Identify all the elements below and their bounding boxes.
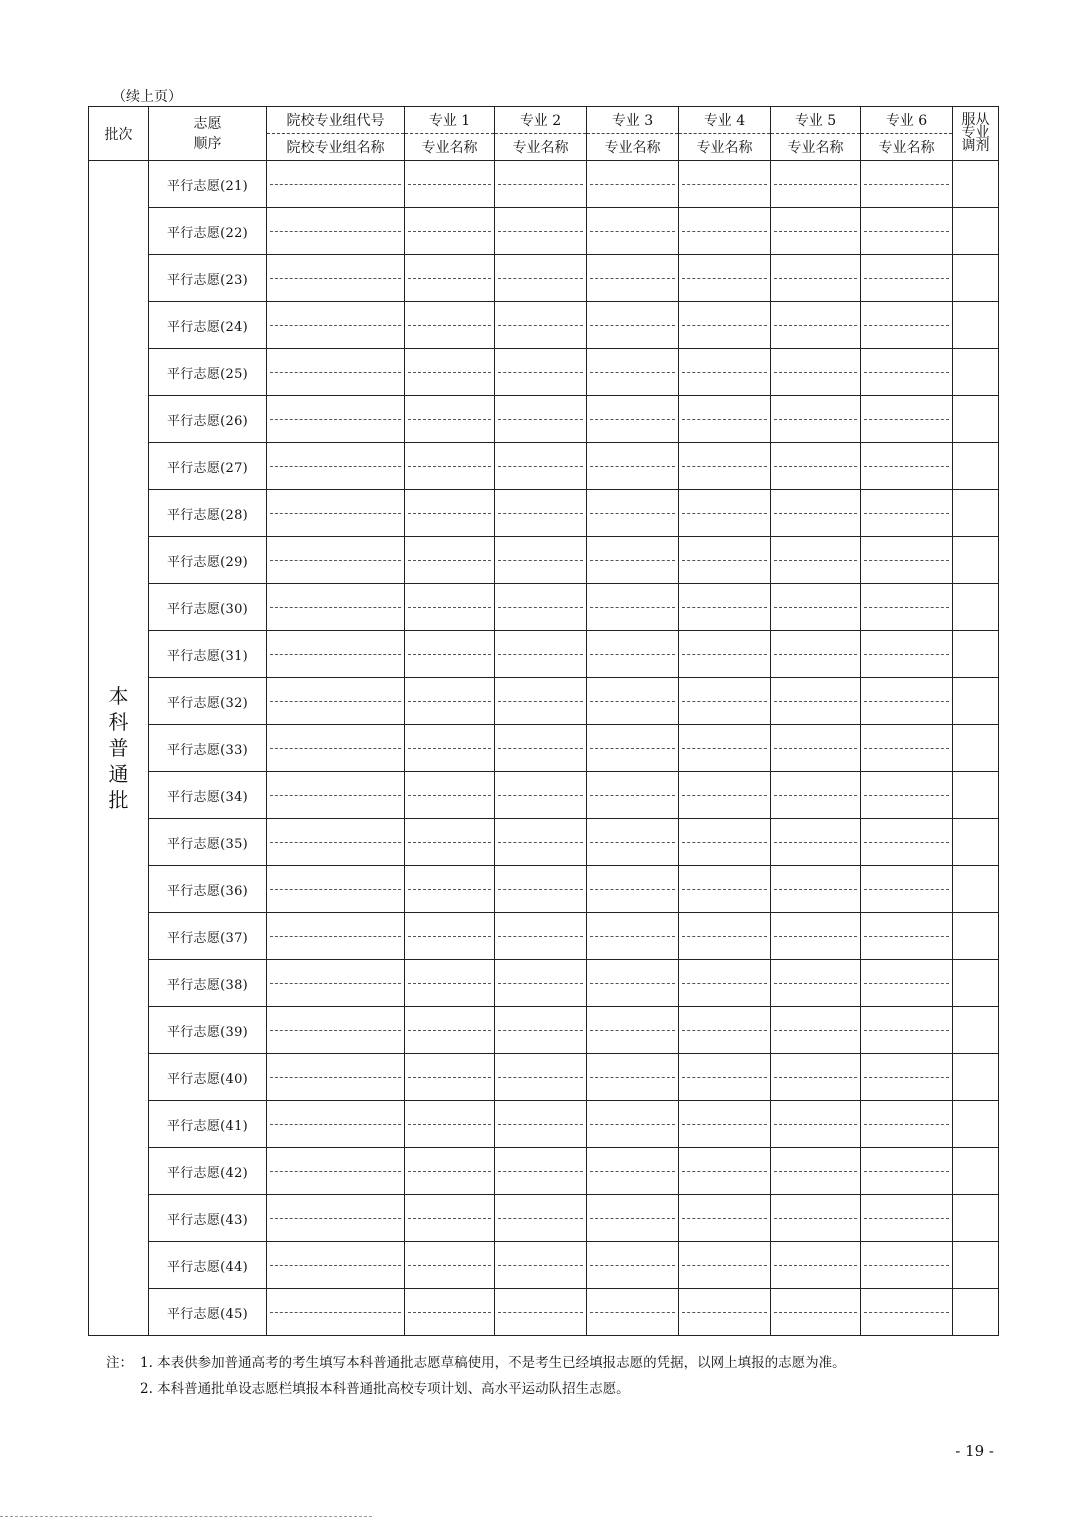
slot-major-1[interactable] (405, 302, 495, 349)
adjust-checkbox-cell[interactable] (953, 255, 999, 302)
slot-major-3[interactable] (587, 1195, 679, 1242)
batch-name-char: 通 (108, 762, 129, 786)
table-row (89, 631, 999, 678)
slot-major-5[interactable] (771, 772, 861, 819)
note-1 (106, 1350, 846, 1376)
slot-group[interactable] (267, 819, 405, 866)
table-row (89, 1148, 999, 1195)
adjust-checkbox-cell[interactable] (953, 678, 999, 725)
slot-group[interactable] (267, 1242, 405, 1289)
slot-major-2[interactable] (495, 1101, 587, 1148)
header-major-3: 专业 3 (587, 107, 679, 134)
slot-major-4[interactable] (679, 772, 771, 819)
note-2 (106, 1376, 846, 1402)
slot-major-1[interactable] (405, 678, 495, 725)
batch-name-char: 普 (108, 736, 129, 760)
slot-group[interactable] (267, 1195, 405, 1242)
slot-major-2[interactable] (495, 490, 587, 537)
header-order (149, 107, 267, 161)
note-2-text: 2. 本科普通批单设志愿栏填报本科普通批高校专项计划、高水平运动队招生志愿。 (140, 1381, 630, 1397)
slot-major-6[interactable] (861, 349, 953, 396)
order-label: 平行志愿(31) (149, 631, 267, 678)
adjust-checkbox-cell[interactable] (953, 208, 999, 255)
slot-major-3[interactable] (587, 913, 679, 960)
slot-major-6[interactable] (861, 1242, 953, 1289)
table-row (89, 396, 999, 443)
order-label: 平行志愿(32) (149, 678, 267, 725)
order-label: 平行志愿(44) (149, 1242, 267, 1289)
adjust-checkbox-cell[interactable] (953, 396, 999, 443)
slot-major-3[interactable] (587, 584, 679, 631)
adjust-checkbox-cell[interactable] (953, 1289, 999, 1336)
slot-major-3[interactable] (587, 725, 679, 772)
table-row (89, 1054, 999, 1101)
header-major-4: 专业 4 (679, 107, 771, 134)
adjust-checkbox-cell[interactable] (953, 490, 999, 537)
slot-major-4[interactable] (679, 1148, 771, 1195)
scan-artifact-line (0, 1516, 372, 1517)
order-label: 平行志愿(26) (149, 396, 267, 443)
slot-major-2[interactable] (495, 1148, 587, 1195)
slot-major-3[interactable] (587, 819, 679, 866)
batch-name (89, 161, 149, 1336)
slot-major-2[interactable] (495, 255, 587, 302)
header-group-code: 院校专业组代号 (267, 107, 405, 134)
slot-major-3[interactable] (587, 631, 679, 678)
order-label: 平行志愿(42) (149, 1148, 267, 1195)
slot-major-2[interactable] (495, 443, 587, 490)
slot-major-6[interactable] (861, 866, 953, 913)
slot-major-4[interactable] (679, 349, 771, 396)
table-row (89, 302, 999, 349)
slot-major-5[interactable] (771, 1054, 861, 1101)
slot-group[interactable] (267, 725, 405, 772)
order-label: 平行志愿(43) (149, 1195, 267, 1242)
adjust-checkbox-cell[interactable] (953, 1101, 999, 1148)
order-label: 平行志愿(45) (149, 1289, 267, 1336)
slot-group[interactable] (267, 678, 405, 725)
order-label: 平行志愿(36) (149, 866, 267, 913)
slot-group[interactable] (267, 349, 405, 396)
slot-group[interactable] (267, 584, 405, 631)
slot-major-6[interactable] (861, 1054, 953, 1101)
table-row (89, 349, 999, 396)
slot-major-2[interactable] (495, 349, 587, 396)
slot-major-5[interactable] (771, 819, 861, 866)
slot-major-4[interactable] (679, 819, 771, 866)
volunteer-form-table (88, 106, 999, 1336)
order-label: 平行志愿(33) (149, 725, 267, 772)
slot-major-6[interactable] (861, 1289, 953, 1336)
page-number: - 19 - (955, 1442, 994, 1460)
slot-major-4[interactable] (679, 1242, 771, 1289)
slot-major-5[interactable] (771, 537, 861, 584)
header-major-name-3: 专业名称 (587, 134, 679, 161)
slot-major-5[interactable] (771, 349, 861, 396)
slot-major-2[interactable] (495, 584, 587, 631)
slot-group[interactable] (267, 1148, 405, 1195)
batch-name-char: 本 (108, 684, 129, 708)
slot-major-3[interactable] (587, 1101, 679, 1148)
slot-major-1[interactable] (405, 772, 495, 819)
slot-major-6[interactable] (861, 1148, 953, 1195)
slot-major-6[interactable] (861, 208, 953, 255)
slot-major-3[interactable] (587, 1054, 679, 1101)
header-row-top (89, 107, 999, 134)
order-label: 平行志愿(25) (149, 349, 267, 396)
adjust-checkbox-cell[interactable] (953, 1242, 999, 1289)
slot-major-4[interactable] (679, 1054, 771, 1101)
slot-major-1[interactable] (405, 255, 495, 302)
adjust-checkbox-cell[interactable] (953, 866, 999, 913)
slot-major-3[interactable] (587, 1289, 679, 1336)
slot-major-2[interactable] (495, 1195, 587, 1242)
table-row (89, 725, 999, 772)
slot-group[interactable] (267, 913, 405, 960)
adjust-checkbox-cell[interactable] (953, 960, 999, 1007)
slot-group[interactable] (267, 1007, 405, 1054)
header-adjust (953, 107, 999, 161)
slot-major-5[interactable] (771, 678, 861, 725)
slot-major-6[interactable] (861, 161, 953, 208)
slot-major-4[interactable] (679, 913, 771, 960)
note-1-text: 1. 本表供参加普通高考的考生填写本科普通批志愿草稿使用，不是考生已经填报志愿的凭据，以网上填报的志愿为准。 (140, 1355, 846, 1371)
notes-label: 注： (106, 1355, 133, 1371)
order-label: 平行志愿(39) (149, 1007, 267, 1054)
header-major-name-4: 专业名称 (679, 134, 771, 161)
slot-major-3[interactable] (587, 302, 679, 349)
slot-group[interactable] (267, 772, 405, 819)
slot-major-6[interactable] (861, 819, 953, 866)
slot-major-6[interactable] (861, 255, 953, 302)
slot-major-3[interactable] (587, 1148, 679, 1195)
slot-group[interactable] (267, 1054, 405, 1101)
slot-major-1[interactable] (405, 584, 495, 631)
slot-major-1[interactable] (405, 1101, 495, 1148)
order-label: 平行志愿(23) (149, 255, 267, 302)
slot-major-3[interactable] (587, 396, 679, 443)
table-row (89, 819, 999, 866)
adjust-checkbox-cell[interactable] (953, 1007, 999, 1054)
header-major-1: 专业 1 (405, 107, 495, 134)
slot-major-1[interactable] (405, 537, 495, 584)
slot-major-4[interactable] (679, 1101, 771, 1148)
adjust-checkbox-cell[interactable] (953, 537, 999, 584)
table-row (89, 490, 999, 537)
header-major-name-6: 专业名称 (861, 134, 953, 161)
slot-group[interactable] (267, 302, 405, 349)
header-major-6: 专业 6 (861, 107, 953, 134)
continued-label: （续上页） (112, 89, 182, 105)
table-row (89, 678, 999, 725)
adjust-checkbox-cell[interactable] (953, 913, 999, 960)
slot-major-1[interactable] (405, 725, 495, 772)
slot-major-3[interactable] (587, 537, 679, 584)
adjust-checkbox-cell[interactable] (953, 302, 999, 349)
slot-major-6[interactable] (861, 1007, 953, 1054)
slot-major-1[interactable] (405, 396, 495, 443)
adjust-checkbox-cell[interactable] (953, 772, 999, 819)
order-label: 平行志愿(38) (149, 960, 267, 1007)
slot-major-1[interactable] (405, 1242, 495, 1289)
slot-major-6[interactable] (861, 725, 953, 772)
slot-major-6[interactable] (861, 490, 953, 537)
slot-major-1[interactable] (405, 866, 495, 913)
slot-major-2[interactable] (495, 960, 587, 1007)
order-label: 平行志愿(40) (149, 1054, 267, 1101)
slot-major-6[interactable] (861, 678, 953, 725)
header-adjust-text: 服从 专业 调剂 (961, 112, 990, 154)
slot-major-1[interactable] (405, 1289, 495, 1336)
slot-major-3[interactable] (587, 1007, 679, 1054)
slot-major-5[interactable] (771, 443, 861, 490)
slot-major-2[interactable] (495, 302, 587, 349)
slot-group[interactable] (267, 1289, 405, 1336)
slot-major-3[interactable] (587, 443, 679, 490)
order-label: 平行志愿(34) (149, 772, 267, 819)
adjust-checkbox-cell[interactable] (953, 725, 999, 772)
slot-major-1[interactable] (405, 631, 495, 678)
slot-major-6[interactable] (861, 1101, 953, 1148)
slot-major-1[interactable] (405, 490, 495, 537)
slot-major-2[interactable] (495, 631, 587, 678)
slot-major-4[interactable] (679, 537, 771, 584)
slot-major-2[interactable] (495, 1242, 587, 1289)
slot-major-3[interactable] (587, 490, 679, 537)
order-label: 平行志愿(41) (149, 1101, 267, 1148)
slot-major-1[interactable] (405, 443, 495, 490)
header-batch: 批次 (89, 107, 149, 161)
slot-major-2[interactable] (495, 725, 587, 772)
adjust-checkbox-cell[interactable] (953, 1148, 999, 1195)
slot-major-1[interactable] (405, 960, 495, 1007)
table-row (89, 960, 999, 1007)
slot-major-2[interactable] (495, 772, 587, 819)
form-body (89, 161, 999, 1336)
adjust-checkbox-cell[interactable] (953, 161, 999, 208)
slot-major-3[interactable] (587, 255, 679, 302)
slot-group[interactable] (267, 161, 405, 208)
order-label: 平行志愿(37) (149, 913, 267, 960)
slot-major-4[interactable] (679, 1289, 771, 1336)
slot-major-4[interactable] (679, 631, 771, 678)
order-label: 平行志愿(29) (149, 537, 267, 584)
slot-major-4[interactable] (679, 255, 771, 302)
adjust-checkbox-cell[interactable] (953, 1054, 999, 1101)
slot-major-6[interactable] (861, 537, 953, 584)
table-row (89, 255, 999, 302)
slot-major-3[interactable] (587, 960, 679, 1007)
slot-major-3[interactable] (587, 349, 679, 396)
slot-major-6[interactable] (861, 631, 953, 678)
slot-group[interactable] (267, 443, 405, 490)
header-order-text: 志愿 顺序 (193, 115, 222, 152)
slot-group[interactable] (267, 537, 405, 584)
slot-major-5[interactable] (771, 161, 861, 208)
slot-major-4[interactable] (679, 725, 771, 772)
table-row (89, 443, 999, 490)
slot-major-5[interactable] (771, 584, 861, 631)
slot-major-2[interactable] (495, 537, 587, 584)
table-row (89, 772, 999, 819)
slot-group[interactable] (267, 208, 405, 255)
slot-major-5[interactable] (771, 866, 861, 913)
adjust-checkbox-cell[interactable] (953, 349, 999, 396)
order-label: 平行志愿(30) (149, 584, 267, 631)
slot-major-6[interactable] (861, 960, 953, 1007)
notes (106, 1350, 846, 1402)
order-label: 平行志愿(21) (149, 161, 267, 208)
slot-major-5[interactable] (771, 1007, 861, 1054)
slot-major-5[interactable] (771, 1195, 861, 1242)
slot-group[interactable] (267, 1101, 405, 1148)
table-row (89, 1007, 999, 1054)
table-row (89, 866, 999, 913)
adjust-checkbox-cell[interactable] (953, 1195, 999, 1242)
order-label: 平行志愿(35) (149, 819, 267, 866)
slot-major-5[interactable] (771, 1242, 861, 1289)
slot-major-5[interactable] (771, 396, 861, 443)
slot-group[interactable] (267, 255, 405, 302)
slot-major-1[interactable] (405, 1148, 495, 1195)
slot-major-5[interactable] (771, 631, 861, 678)
order-label: 平行志愿(24) (149, 302, 267, 349)
order-label: 平行志愿(28) (149, 490, 267, 537)
slot-major-1[interactable] (405, 208, 495, 255)
slot-major-5[interactable] (771, 255, 861, 302)
header-major-name-5: 专业名称 (771, 134, 861, 161)
slot-major-6[interactable] (861, 772, 953, 819)
slot-group[interactable] (267, 490, 405, 537)
adjust-checkbox-cell[interactable] (953, 819, 999, 866)
slot-major-2[interactable] (495, 678, 587, 725)
slot-major-4[interactable] (679, 490, 771, 537)
adjust-checkbox-cell[interactable] (953, 584, 999, 631)
slot-group[interactable] (267, 960, 405, 1007)
slot-group[interactable] (267, 396, 405, 443)
slot-major-5[interactable] (771, 1148, 861, 1195)
slot-major-1[interactable] (405, 1195, 495, 1242)
table-row (89, 1289, 999, 1336)
table-row (89, 913, 999, 960)
slot-major-2[interactable] (495, 208, 587, 255)
slot-major-2[interactable] (495, 819, 587, 866)
slot-major-5[interactable] (771, 913, 861, 960)
table-row (89, 208, 999, 255)
slot-major-4[interactable] (679, 678, 771, 725)
table-row (89, 1101, 999, 1148)
slot-major-1[interactable] (405, 161, 495, 208)
slot-major-4[interactable] (679, 208, 771, 255)
slot-major-1[interactable] (405, 1054, 495, 1101)
batch-name-char: 批 (108, 788, 129, 812)
header-major-name-2: 专业名称 (495, 134, 587, 161)
slot-major-3[interactable] (587, 678, 679, 725)
slot-major-3[interactable] (587, 208, 679, 255)
header-group-name: 院校专业组名称 (267, 134, 405, 161)
slot-major-1[interactable] (405, 349, 495, 396)
slot-group[interactable] (267, 631, 405, 678)
slot-major-6[interactable] (861, 443, 953, 490)
slot-major-6[interactable] (861, 584, 953, 631)
table-row (89, 161, 999, 208)
slot-major-5[interactable] (771, 960, 861, 1007)
slot-major-4[interactable] (679, 396, 771, 443)
adjust-checkbox-cell[interactable] (953, 631, 999, 678)
header-major-2: 专业 2 (495, 107, 587, 134)
order-label: 平行志愿(27) (149, 443, 267, 490)
slot-major-2[interactable] (495, 1054, 587, 1101)
slot-major-3[interactable] (587, 161, 679, 208)
table-row (89, 537, 999, 584)
table-row (89, 1242, 999, 1289)
header-major-5: 专业 5 (771, 107, 861, 134)
slot-major-5[interactable] (771, 208, 861, 255)
slot-major-3[interactable] (587, 1242, 679, 1289)
slot-major-4[interactable] (679, 443, 771, 490)
slot-major-4[interactable] (679, 584, 771, 631)
slot-major-2[interactable] (495, 161, 587, 208)
slot-major-1[interactable] (405, 819, 495, 866)
table-row (89, 584, 999, 631)
table-row (89, 1195, 999, 1242)
slot-major-5[interactable] (771, 725, 861, 772)
slot-major-2[interactable] (495, 1289, 587, 1336)
slot-major-1[interactable] (405, 1007, 495, 1054)
batch-name-char: 科 (108, 710, 129, 734)
adjust-checkbox-cell[interactable] (953, 443, 999, 490)
slot-major-4[interactable] (679, 960, 771, 1007)
slot-major-5[interactable] (771, 302, 861, 349)
slot-major-6[interactable] (861, 302, 953, 349)
slot-major-3[interactable] (587, 866, 679, 913)
slot-major-4[interactable] (679, 1195, 771, 1242)
slot-group[interactable] (267, 866, 405, 913)
slot-major-6[interactable] (861, 396, 953, 443)
order-label: 平行志愿(22) (149, 208, 267, 255)
slot-major-2[interactable] (495, 1007, 587, 1054)
slot-major-1[interactable] (405, 913, 495, 960)
header-major-name-1: 专业名称 (405, 134, 495, 161)
slot-major-5[interactable] (771, 1101, 861, 1148)
slot-major-4[interactable] (679, 302, 771, 349)
slot-major-3[interactable] (587, 772, 679, 819)
slot-major-4[interactable] (679, 866, 771, 913)
slot-major-5[interactable] (771, 1289, 861, 1336)
slot-major-2[interactable] (495, 913, 587, 960)
slot-major-5[interactable] (771, 490, 861, 537)
slot-major-2[interactable] (495, 866, 587, 913)
slot-major-2[interactable] (495, 396, 587, 443)
slot-major-6[interactable] (861, 1195, 953, 1242)
slot-major-4[interactable] (679, 161, 771, 208)
slot-major-6[interactable] (861, 913, 953, 960)
slot-major-4[interactable] (679, 1007, 771, 1054)
